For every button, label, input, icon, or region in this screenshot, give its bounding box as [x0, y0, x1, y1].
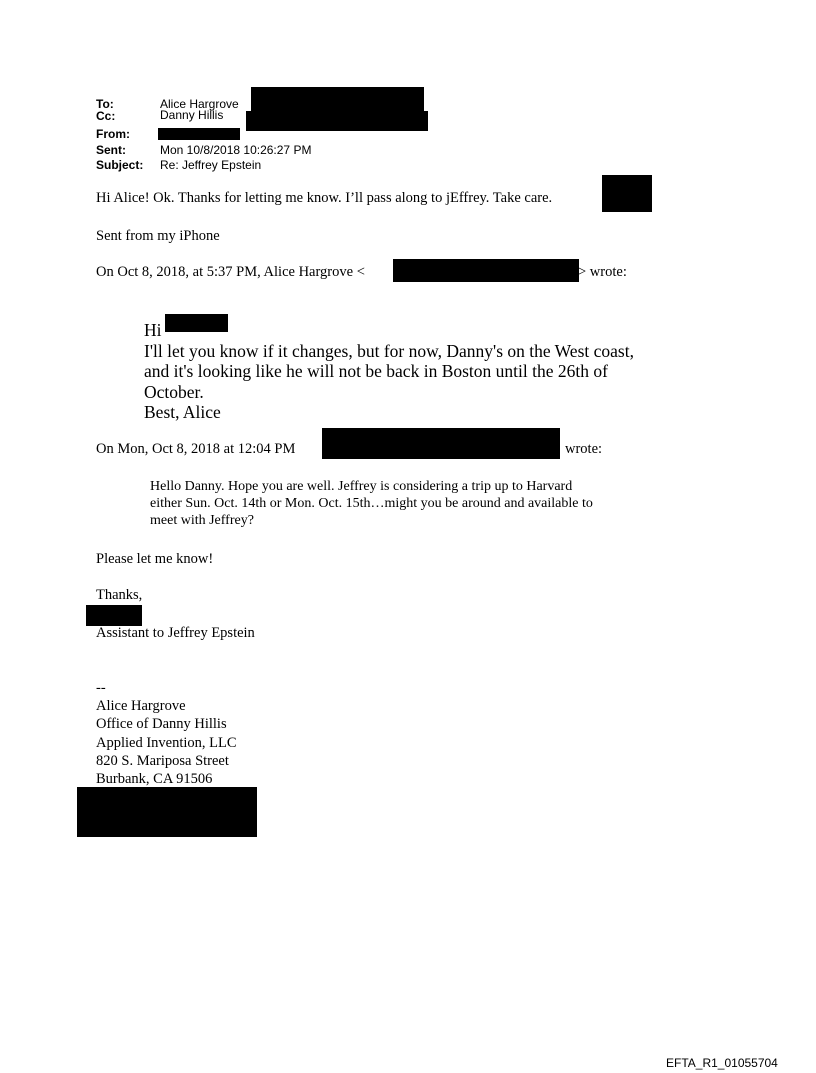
document-id: EFTA_R1_01055704 — [666, 1056, 778, 1070]
quote-1-line-1: I'll let you know if it changes, but for now, Danny's on the West coast, — [144, 341, 634, 361]
from-label: From: — [96, 127, 130, 141]
reply-line: Hi Alice! Ok. Thanks for letting me know. I’ll pass along to jEffrey. Take care. — [96, 190, 553, 206]
quote-1-line-2: and it's looking like he will not be back in Boston until the 26th of — [144, 361, 608, 381]
signature-name: Alice Hargrove — [96, 698, 186, 714]
quote-2-line-2: either Sun. Oct. 14th or Mon. Oct. 15th…might you be around and available to — [150, 496, 593, 511]
quote-1-line-3: October. — [144, 382, 204, 402]
please-line: Please let me know! — [96, 551, 214, 567]
quote-2-line-3: meet with Jeffrey? — [150, 513, 254, 528]
attribution-1-prefix: On Oct 8, 2018, at 5:37 PM, Alice Hargrove < — [96, 264, 365, 280]
signature-street: 820 S. Mariposa Street — [96, 753, 229, 769]
quote-2-line-1: Hello Danny. Hope you are well. Jeffrey is considering a trip up to Harvard — [150, 479, 573, 494]
cc-label: Cc: — [96, 109, 116, 123]
redaction-cc — [246, 111, 428, 131]
assistant-line: Assistant to Jeffrey Epstein — [96, 625, 255, 641]
redaction-to — [251, 87, 424, 111]
sent-label: Sent: — [96, 143, 126, 157]
quote-1-signoff: Best, Alice — [144, 402, 221, 422]
quote-2 — [150, 478, 670, 529]
subject-value: Re: Jeffrey Epstein — [160, 158, 262, 172]
to-label: To: — [96, 97, 114, 111]
signature-company: Applied Invention, LLC — [96, 735, 237, 751]
signature-city: Burbank, CA 91506 — [96, 771, 213, 787]
redaction-assistant-name — [86, 605, 142, 626]
thanks-line: Thanks, — [96, 587, 143, 603]
redaction-from — [158, 128, 240, 140]
redaction-attribution-1-email — [393, 259, 579, 282]
redaction-reply-signature — [602, 175, 652, 212]
subject-label: Subject: — [96, 158, 144, 172]
signature-office: Office of Danny Hillis — [96, 716, 227, 732]
attribution-1 — [96, 264, 365, 281]
sent-value: Mon 10/8/2018 10:26:27 PM — [160, 143, 312, 157]
redaction-signature-contact — [77, 787, 257, 837]
to-value: Alice Hargrove — [160, 97, 239, 111]
attribution-2-prefix: On Mon, Oct 8, 2018 at 12:04 PM — [96, 441, 296, 457]
attribution-2-suffix: wrote: — [565, 441, 603, 457]
attribution-1-suffix: > wrote: — [578, 264, 627, 280]
sent-from-line: Sent from my iPhone — [96, 228, 220, 244]
quote-1-greeting: Hi — [144, 320, 162, 340]
signature-dashes: -- — [96, 680, 106, 696]
redaction-attribution-2-sender — [322, 428, 560, 459]
cc-value: Danny Hillis — [160, 108, 224, 122]
redaction-quote-1-name — [165, 314, 228, 332]
